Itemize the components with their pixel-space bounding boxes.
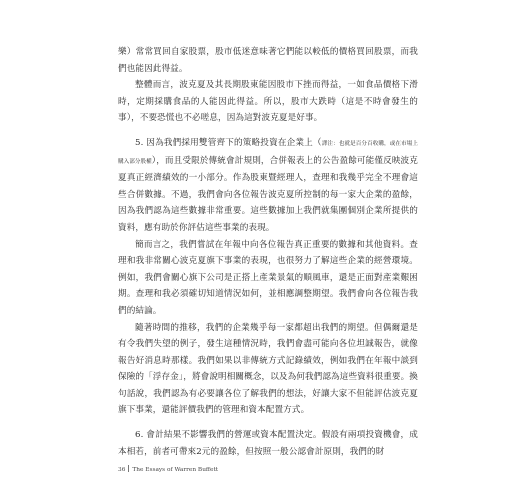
- paragraph-text: 整體而言，波克夏及其長期股東能因股市下挫而得益，一如食品價格下滑時，定期採購食品的人能因此得益。所以，股市大跌時（這是不時會發生的事），不要恐慌也不必嗟息，因為這對波克夏是好事。: [118, 80, 418, 124]
- book-title: The Essays of Warren Buffett: [132, 467, 219, 473]
- paragraph-p4: [118, 237, 418, 320]
- footer-divider: [128, 465, 129, 472]
- body-text: [118, 44, 418, 460]
- paragraph-text: 5. 因為我們採用雙管齊下的策略投資在企業上（: [135, 137, 322, 148]
- paragraph-text: 樂）常常買回自家股票，股市低迷意味著它們能以較低的價格買回股票，而我們也能因此得益。: [118, 47, 418, 74]
- paragraph-p1: [118, 44, 418, 77]
- paragraph-text: ），而且受限於傳統會計規則，合併報表上的公告盈餘可能僅反映波克夏真正經濟績效的一小部分。作為股東暨經理人，查理和我幾乎完全不理會這些合併數據。不過，我們會向各位報告波克夏所控制的每一家大企業的盈餘，因為我們認為這些數據非常重要。這些數據加上我們就集團個別企業所提供的資料，應有助於你評估這些事業的表現。: [118, 155, 418, 233]
- paragraph-text: 簡而言之，我們嘗試在年報中向各位報告真正重要的數據和其他資料。查理和我非常關心波克夏旗下事業的表現，也很努力了解這些企業的經營環境。例如，我們會關心旗下公司是正搭上產業景氣的順風車，還是正面對產業艱困期。查理和我必須確切知道情況如何，並相應調整期望。我們會向各位報告我們的結論。: [118, 239, 418, 316]
- paragraph-p6: [118, 427, 418, 460]
- paragraph-text: 隨著時間的推移，我們的企業幾乎每一家都超出我們的期望。但偶爾還是有令我們失望的例子，發生這種情況時，我們會盡可能向各位坦誠報告，就像報告好消息時那樣。我們如果以非傳統方式記錄績效，例如我們在年報中談到保險的「浮存金」，將會說明相關概念，以及為何我們認為這些資料很重要。換句話說，我們認為有必要讓各位了解我們的想法，好讓大家不但能評估波克夏旗下事業，還能評價我們的管理和資本配置方式。: [118, 322, 418, 416]
- paragraph-p3: [118, 135, 418, 237]
- paragraph-text: 6. 會計結果不影響我們的營運或資本配置決定。假設有兩項投資機會，成本相若，前者可帶來2元的盈餘，但按照一般公認會計原則，我們的財: [118, 430, 418, 457]
- paragraph-p2: [118, 77, 418, 127]
- page-number: 36: [118, 467, 126, 473]
- page-footer: [118, 465, 218, 473]
- paragraph-p5: [118, 320, 418, 420]
- translator-note: 譯注：也就是百分百收購，或在市場上購入部分股權: [118, 140, 418, 165]
